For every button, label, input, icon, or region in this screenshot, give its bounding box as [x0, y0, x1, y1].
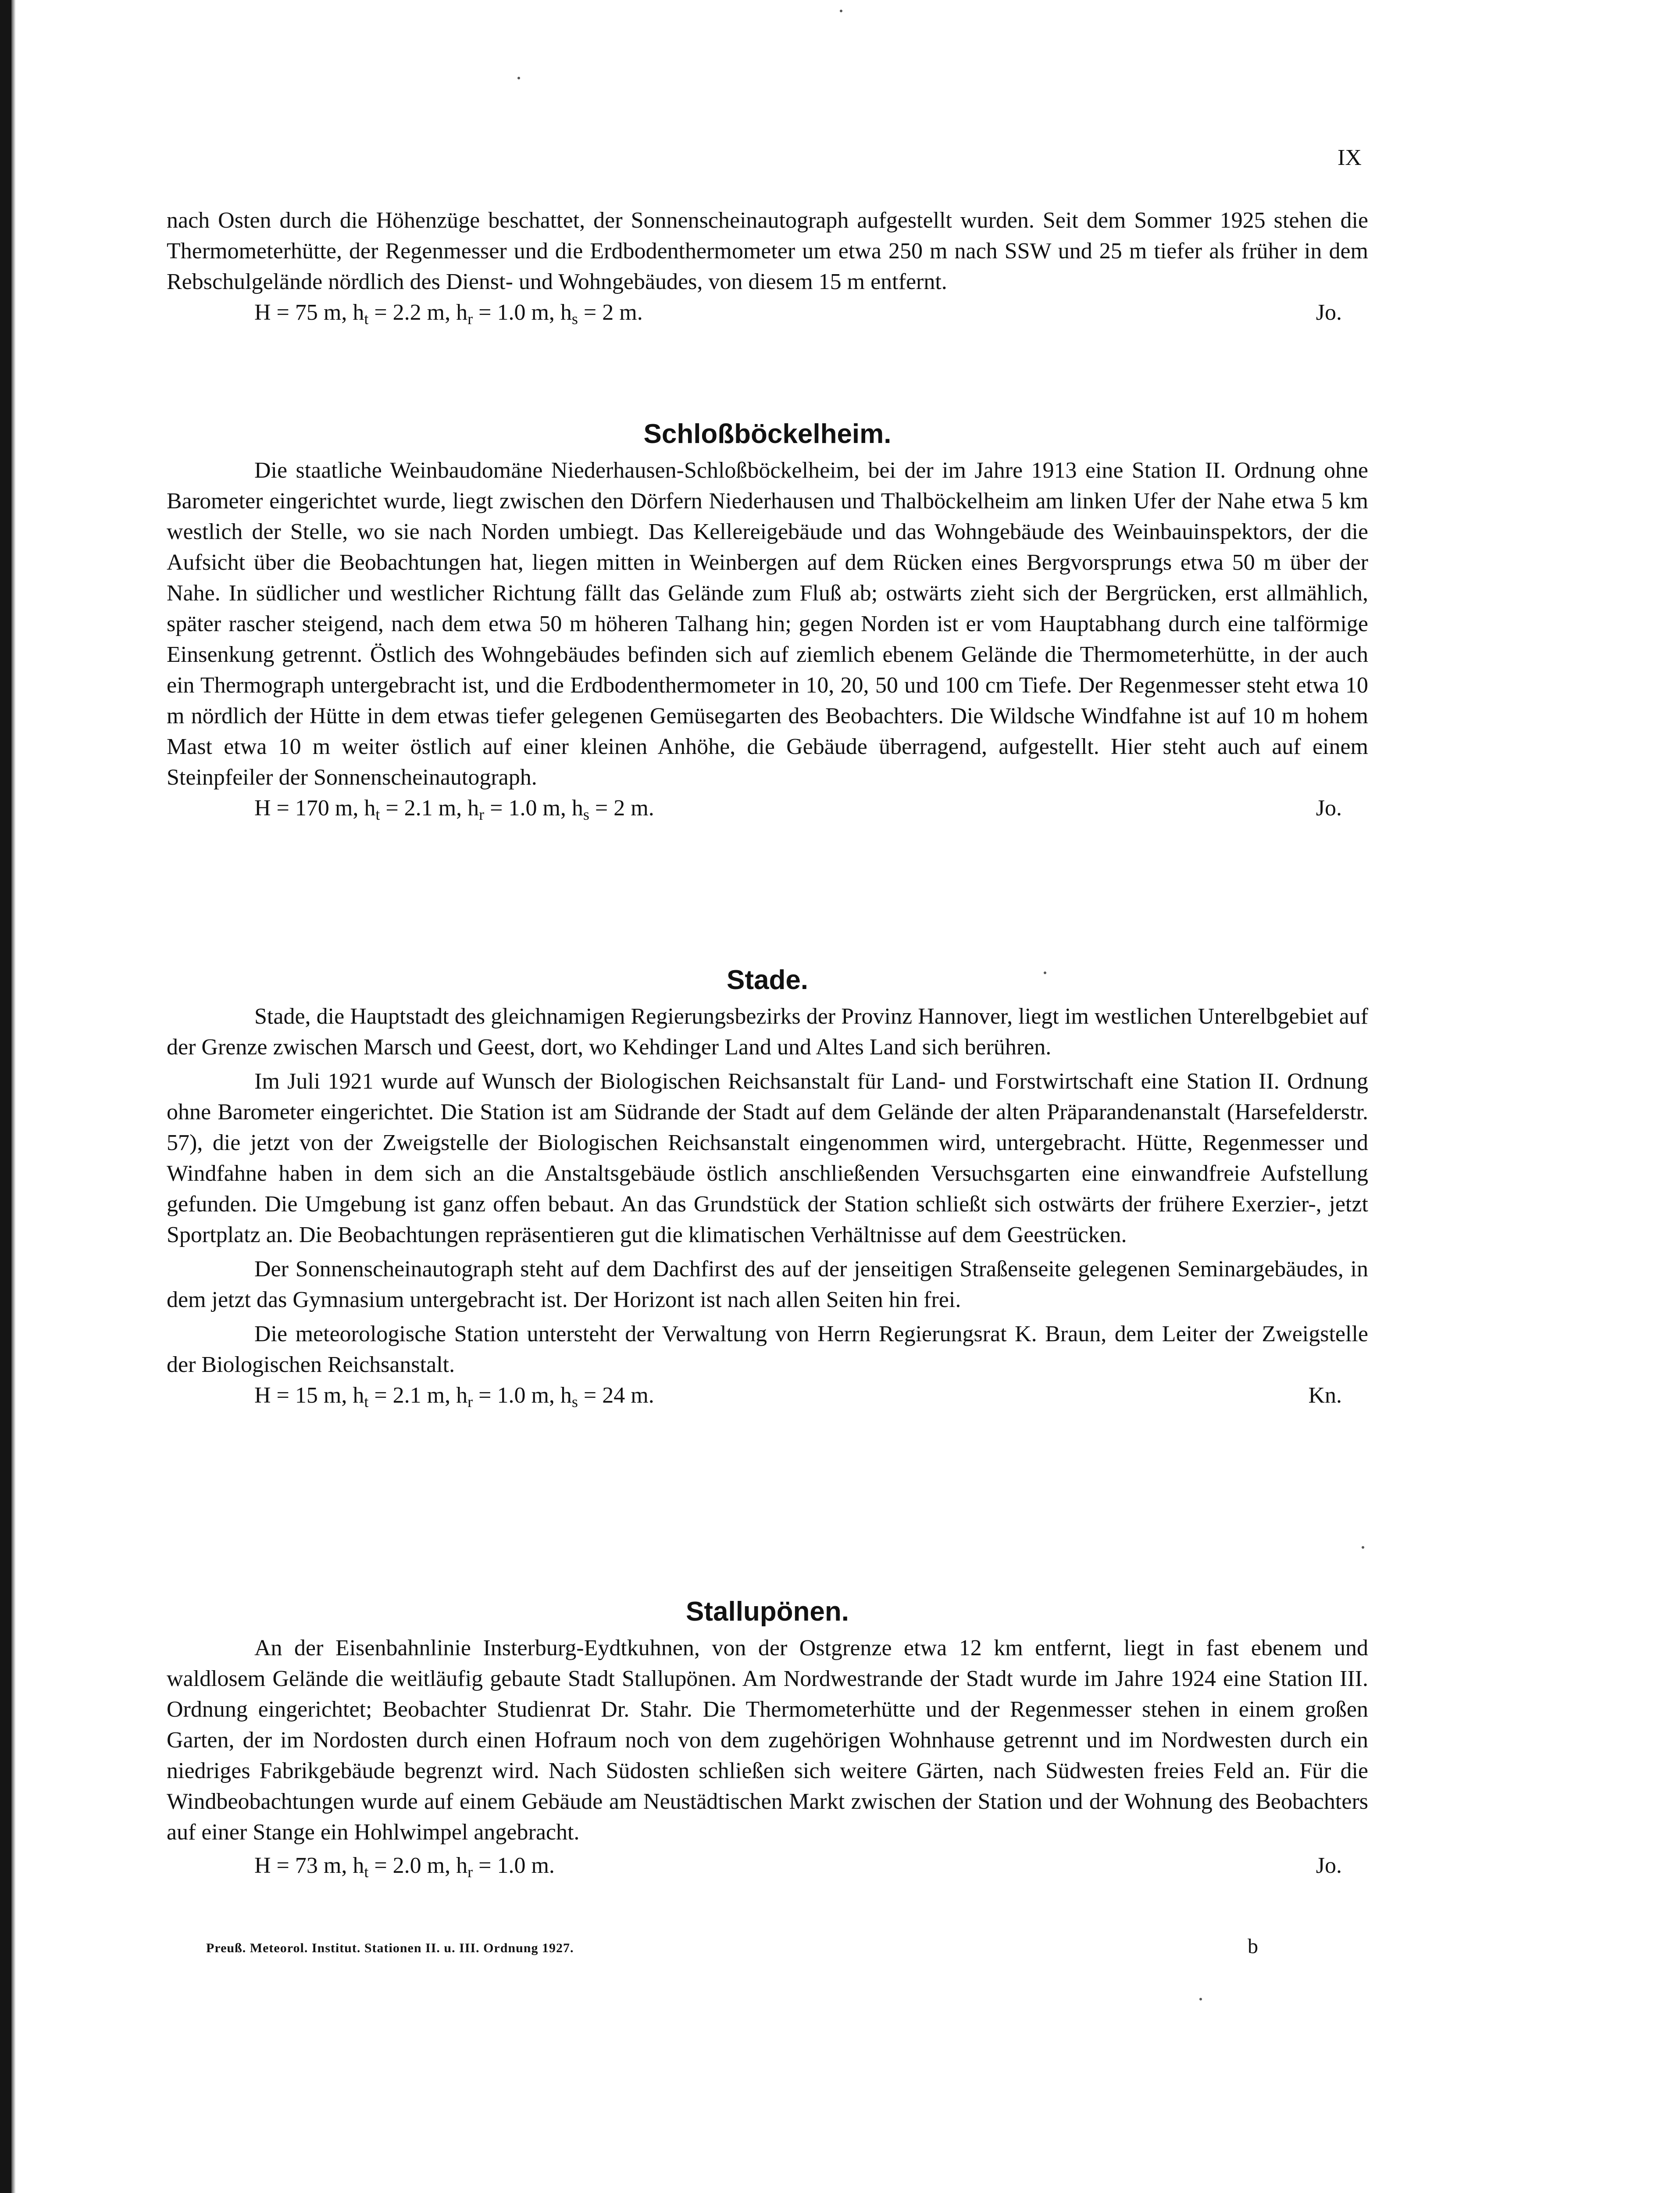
section-stade: [167, 963, 1368, 1411]
scan-speck: [1044, 971, 1046, 974]
section-continuation: [167, 205, 1368, 328]
height-line: H = 73 m, $h_t = 2.0$ m, $h_r = 1.0$ m. Jo.: [167, 1850, 1368, 1881]
height-line: H = 75 m, $h_t = 2.2$ m, $h_r = 1.0$ m, $h_s = 2$ m. Jo.: [167, 297, 1368, 328]
author-signature: Jo.: [1316, 300, 1342, 325]
signature-mark: b: [1248, 1935, 1258, 1958]
scan-speck: [840, 10, 842, 12]
section-stalluponen: [167, 1594, 1368, 1881]
section-title: Stallupönen.: [686, 1597, 849, 1627]
paragraph: Im Juli 1921 wurde auf Wunsch der Biologischen Reichsanstalt für Land- und Forstwirtschaft eine Station II. Ordnung ohne Barometer eingerichtet. Die Station ist am Südrande der Stadt auf dem Gelände der alten Präparandenanstalt (Harsefelderstr. 57), die jetzt von der Zweigstelle der Biologischen Reichsanstalt eingenommen wird, untergebracht. Hütte, Regenmesser und Windfahne haben in dem sich an die Anstaltsgebäude östlich anschließenden Versuchsgarten eine einwandfreie Aufstellung gefunden. Die Umgebung ist ganz offen bebaut. An das Grundstück der Station schließt sich ostwärts der frühere Exerzier-, jetzt Sportplatz an. Die Beobachtungen repräsentieren gut die klimatischen Verhältnisse auf dem Geestrücken.: [167, 1069, 1368, 1247]
paragraph: Die staatliche Weinbaudomäne Niederhausen-Schloßböckelheim, bei der im Jahre 1913 eine Station II. Ordnung ohne Barometer eingerichtet wurde, liegt zwischen den Dörfern Niederhausen und Thalböckelheim am linken Ufer der Nahe etwa 5 km westlich der Stelle, wo sie nach Norden umbiegt. Das Kellereigebäude und das Wohngebäude des Weinbauinspektors, der die Aufsicht über die Beobachtungen hat, liegen mitten in Weinbergen auf dem Rücken eines Bergvorsprungs etwa 50 m über der Nahe. In südlicher und westlicher Richtung fällt das Gelände zum Fluß ab; ostwärts zieht sich der Bergrücken, erst allmählich, später rascher steigend, nach dem etwa 50 m höheren Talhang hin; gegen Norden ist er vom Hauptabhang durch eine talförmige Einsenkung getrennt. Östlich des Wohngebäudes befinden sich auf ziemlich ebenem Gelände die Thermometerhütte, in der auch ein Thermograph untergebracht ist, und die Erdbodenthermometer in 10, 20, 50 und 100 cm Tiefe. Der Regenmesser steht etwa 10 m nördlich der Hütte in dem etwas tiefer gelegenen Gemüsegarten des Beobachters. Die Wildsche Windfahne ist auf 10 m hohem Mast etwa 10 m weiter östlich auf einer kleinen Anhöhe, die Gebäude überragend, aufgestellt. Hier steht auch auf einem Steinpfeiler der Sonnenscheinautograph.: [167, 458, 1368, 790]
author-signature: Jo.: [1316, 1853, 1342, 1878]
paragraph: Die meteorologische Station untersteht der Verwaltung von Herrn Regierungsrat K. Braun, dem Leiter der Zweigstelle der Biologischen Reichsanstalt.: [167, 1322, 1368, 1377]
imprint-footer: Preuß. Meteorol. Institut. Stationen II. u. III. Ordnung 1927.: [206, 1941, 574, 1955]
paragraph: nach Osten durch die Höhenzüge beschattet, der Sonnenscheinautograph aufgestellt wurden. Seit dem Sommer 1925 stehen die Thermometerhütte, der Regenmesser und die Erdbodenthermometer um etwa 250 m nach SSW und 25 m tiefer als früher in dem Rebschulgelände nördlich des Dienst- und Wohngebäudes, von diesem 15 m entfernt.: [167, 208, 1368, 294]
binding-edge: [0, 0, 11, 2193]
scan-speck: [1199, 1998, 1202, 2000]
author-signature: Jo.: [1316, 796, 1342, 821]
scan-speck: [517, 77, 520, 79]
height-line: H = 15 m, $h_t = 2.1$ m, $h_r = 1.0$ m, $h_s = 24$ m. Kn.: [167, 1380, 1368, 1411]
section-schlossboeckelheim: [167, 417, 1368, 824]
section-title: Schloßböckelheim.: [643, 419, 892, 449]
scan-speck: [1362, 1546, 1364, 1549]
height-line: H = 170 m, $h_t = 2.1$ m, $h_r = 1.0$ m, $h_s = 2$ m. Jo.: [167, 793, 1368, 824]
paragraph: Stade, die Hauptstadt des gleichnamigen Regierungsbezirks der Provinz Hannover, liegt im westlichen Unterelbgebiet auf der Grenze zwischen Marsch und Geest, dort, wo Kehdinger Land und Altes Land sich berühren.: [167, 1004, 1368, 1060]
paragraph: An der Eisenbahnlinie Insterburg-Eydtkuhnen, von der Ostgrenze etwa 12 km entfernt, liegt in fast ebenem und waldlosem Gelände die weitläufig gebaute Stadt Stallupönen. Am Nordwestrande der Stadt wurde im Jahre 1924 eine Station III. Ordnung eingerichtet; Beobachter Studienrat Dr. Stahr. Die Thermometerhütte und der Regenmesser stehen in einem großen Garten, der im Nordosten durch einen Hofraum noch von dem zugehörigen Wohnhause getrennt und im Nordwesten durch ein niedriges Fabrikgebäude begrenzt wird. Nach Südosten schließen sich weitere Gärten, nach Südwesten freies Feld an. Für die Windbeobachtungen wurde auf einem Gebäude am Neustädtischen Markt zwischen der Station und der Wohnung des Beobachters auf einer Stange ein Hohlwimpel angebracht.: [167, 1636, 1368, 1845]
author-signature: Kn.: [1308, 1383, 1342, 1408]
page-number: IX: [1338, 145, 1362, 170]
paragraph: Der Sonnenscheinautograph steht auf dem Dachfirst des auf der jenseitigen Straßenseite gelegenen Seminargebäudes, in dem jetzt das Gymnasium untergebracht ist. Der Horizont ist nach allen Seiten hin frei.: [167, 1257, 1368, 1312]
binding-shadow: [11, 0, 16, 2193]
section-title: Stade.: [726, 965, 809, 995]
